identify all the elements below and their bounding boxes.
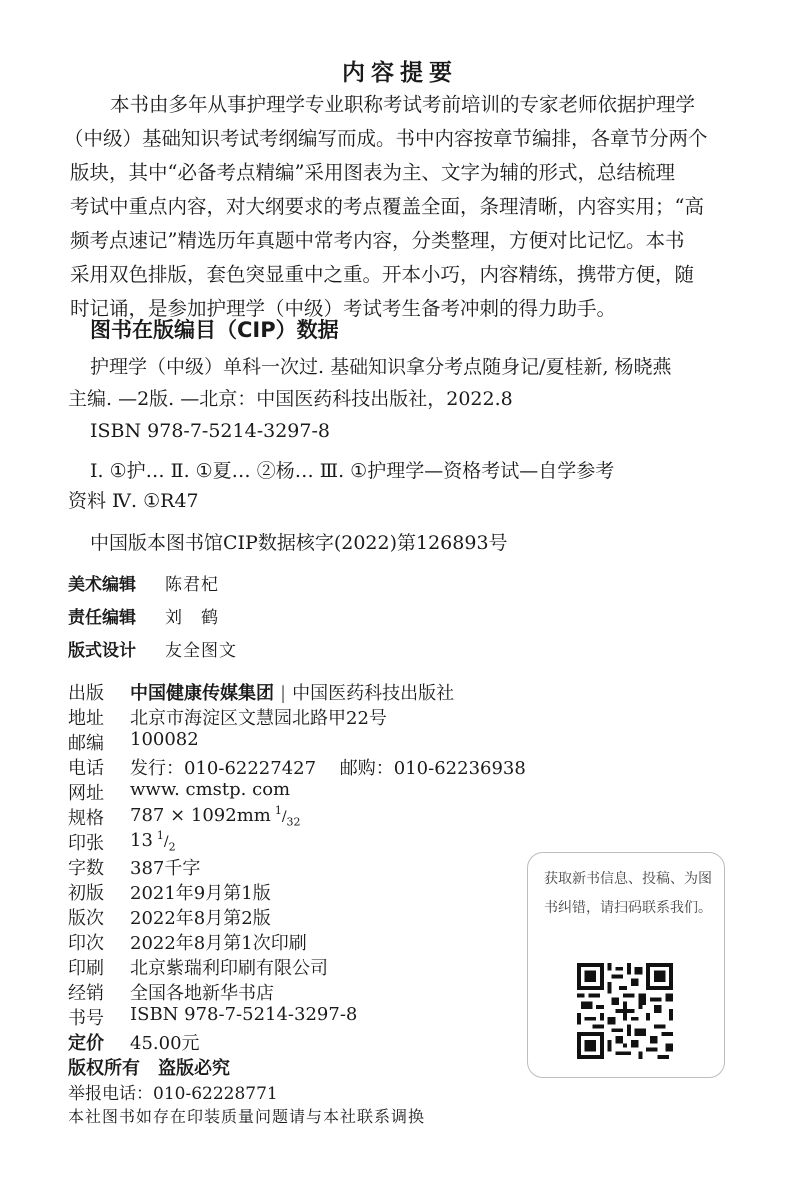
format-frac-num: 1	[274, 804, 282, 817]
staff-role-layout: 版式设计	[68, 641, 136, 661]
address-value: 北京市海淀区文慧园北路甲22号	[130, 708, 387, 729]
edition-key: 版次	[68, 908, 104, 929]
cip-record: 中国版本图书馆CIP数据核字(2022)第126893号	[90, 532, 508, 554]
website-value: www. cmstp. com	[130, 779, 291, 800]
cip-isbn: ISBN 978-7-5214-3297-8	[90, 420, 330, 442]
format-value: 787 × 1092mm $^1/_{32}$	[130, 804, 301, 829]
staff-role-editor: 责任编辑	[68, 608, 136, 628]
website-key: 网址	[68, 783, 104, 804]
first-edition-key: 初版	[68, 883, 104, 904]
summary-line-4: 考试中重点内容，对大纲要求的考点覆盖全面，条理清晰，内容实用；“高	[70, 195, 704, 218]
cip-line-1: 护理学（中级）单科一次过. 基础知识拿分考点随身记/夏桂新, 杨晓燕	[90, 356, 672, 378]
staff-name-editor: 刘 鹤	[165, 608, 219, 628]
words-value: 387千字	[130, 858, 201, 879]
staff-name-layout: 友全图文	[165, 641, 237, 661]
phone-key: 电话	[68, 758, 104, 779]
publisher-value	[130, 679, 454, 705]
summary-title: 内容提要	[342, 60, 458, 86]
book-no-value: ISBN 978-7-5214-3297-8	[130, 1004, 358, 1025]
qr-code-icon[interactable]	[577, 963, 673, 1059]
price-value: 45.00元	[130, 1033, 200, 1054]
staff-name-art: 陈君杞	[165, 575, 219, 595]
printing-key: 印次	[68, 933, 104, 954]
summary-line-6: 采用双色排版，套色突显重中之重。开本小巧，内容精练，携带方便，随	[70, 263, 695, 286]
address-key: 地址	[68, 708, 104, 729]
format-key: 规格	[68, 808, 104, 829]
summary-line-2: （中级）基础知识考试考纲编写而成。书中内容按章节编排，各章节分两个	[64, 127, 708, 150]
printer-value: 北京紫瑞利印刷有限公司	[130, 958, 328, 979]
first-edition-value: 2021年9月第1版	[130, 883, 271, 904]
publisher-group: 中国健康传媒集团	[130, 683, 274, 704]
format-size: 787 × 1092mm	[130, 805, 271, 826]
price-key: 定价	[68, 1033, 104, 1054]
publisher-press: 中国医药科技出版社	[292, 683, 455, 704]
publisher-separator: |	[280, 683, 287, 704]
format-frac-den: 32	[286, 815, 301, 829]
cip-line-2: 主编. —2版. —北京：中国医药科技出版社，2022.8	[68, 388, 513, 410]
postcode-value: 100082	[130, 729, 199, 750]
distributor-value: 全国各地新华书店	[130, 983, 274, 1004]
sheets-number: 13	[130, 830, 153, 851]
cip-class-2: 资料 Ⅳ. ①R47	[68, 490, 199, 512]
sheets-frac-num: 1	[156, 829, 164, 842]
qr-contact-text: 获取新书信息、投稿、为图书纠错，请扫码联系我们。	[544, 871, 712, 916]
cip-class-1: Ⅰ. ①护… Ⅱ. ①夏… ②杨… Ⅲ. ①护理学—资格考试—自学参考	[90, 460, 615, 482]
printer-key: 印刷	[68, 958, 104, 979]
sheets-frac-den: 2	[168, 840, 176, 854]
publisher-key: 出版	[68, 683, 104, 704]
cip-title: 图书在版编目（CIP）数据	[90, 318, 339, 342]
printing-value: 2022年8月第1次印刷	[130, 933, 307, 954]
qr-contact-box	[527, 852, 725, 1078]
distributor-key: 经销	[68, 983, 104, 1004]
book-no-key: 书号	[68, 1008, 104, 1029]
copyright-notice: 版权所有 盗版必究	[68, 1058, 230, 1079]
footer-note: 本社图书如存在印装质量问题请与本社联系调换	[68, 1107, 426, 1126]
summary-line-1: 本书由多年从事护理学专业职称考试考前培训的专家老师依据护理学	[110, 93, 696, 116]
staff-role-art: 美术编辑	[68, 575, 136, 595]
summary-line-7: 时记诵，是参加护理学（中级）考试考生备考冲刺的得力助手。	[70, 297, 617, 320]
report-phone: 举报电话：010-62228771	[68, 1084, 278, 1104]
summary-line-3: 版块，其中“必备考点精编”采用图表为主、文字为辅的形式，总结梳理	[70, 161, 675, 184]
summary-line-5: 频考点速记”精选历年真题中常考内容，分类整理，方便对比记忆。本书	[70, 229, 685, 252]
sheets-value: 13 $^1/_2$	[130, 829, 176, 854]
sheets-key: 印张	[68, 833, 104, 854]
words-key: 字数	[68, 858, 104, 879]
postcode-key: 邮编	[68, 733, 104, 754]
edition-value: 2022年8月第2版	[130, 908, 271, 929]
phone-value: 发行：010-62227427 邮购：010-62236938	[130, 758, 526, 779]
